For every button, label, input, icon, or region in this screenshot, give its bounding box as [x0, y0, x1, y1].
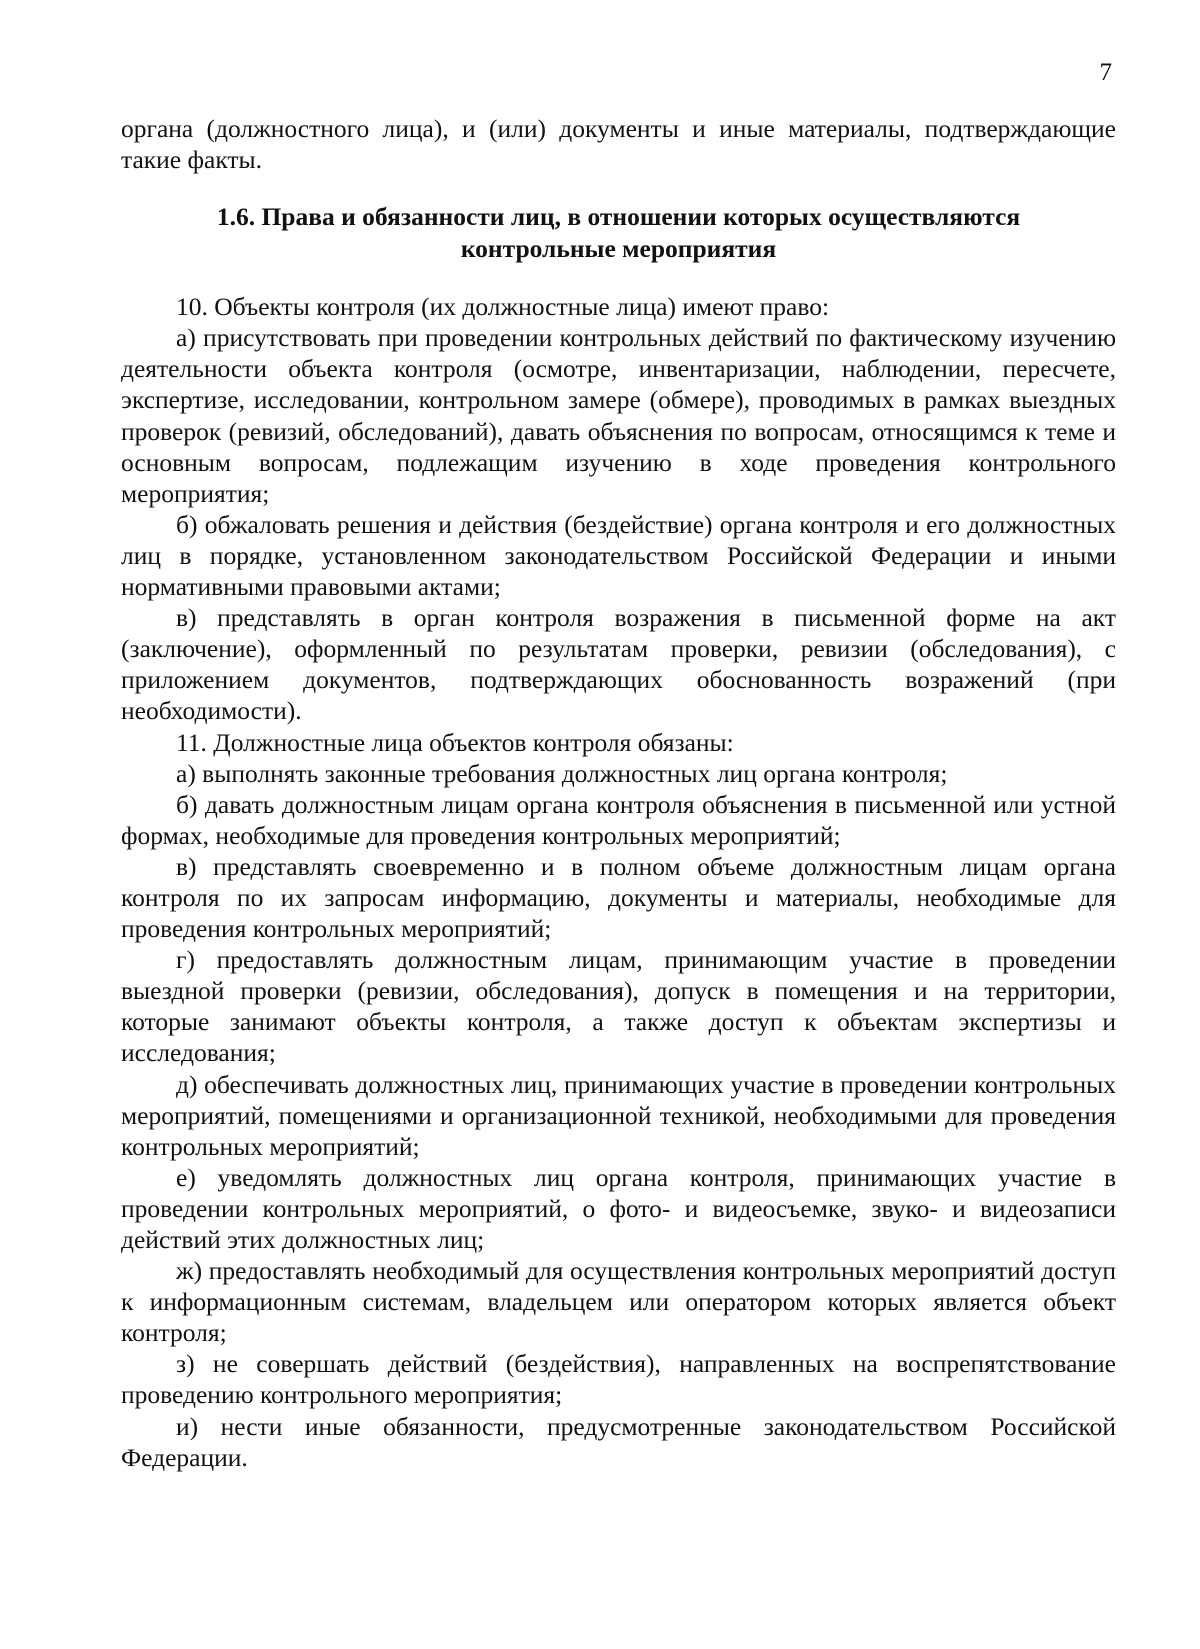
section-heading	[121, 201, 1116, 265]
paragraph-11-g: г) предоставлять должностным лицам, принимающим участие в проведении выездной проверки (ревизии, обследования), допуск в помещения и на территории, которые занимают объекты контроля, а также доступ к объектам экспертизы и исследования;	[121, 945, 1116, 1068]
paragraph-11-a: а) выполнять законные требования должностных лиц органа контроля;	[176, 758, 948, 788]
paragraph-11-b: б) давать должностным лицам органа контроля объяснения в письменной или устной формах, необходимые для проведения контрольных мероприятий;	[121, 789, 1116, 850]
paragraph-11-zh: ж) предоставлять необходимый для осуществления контрольных мероприятий доступ к информационным системам, владельцем или оператором которых является объект контроля;	[121, 1256, 1116, 1348]
paragraph-10-a: а) присутствовать при проведении контрольных действий по фактическому изучению деятельности объекта контроля (осмотре, инвентаризации, наблюдении, пересчете, экспертизе, исследовании, контрольном замере (обмере), проводимых в рамках выездных проверок (ревизий, обследований), давать объяснения по вопросам, относящимся к теме и основным вопросам, подлежащим изучению в ходе проведения контрольного мероприятия;	[121, 323, 1116, 508]
section-heading-line-1: 1.6. Права и обязанности лиц, в отношении которых осуществляются	[216, 202, 1021, 232]
paragraph-11-heading: 11. Должностные лица объектов контроля обязаны:	[176, 727, 734, 757]
paragraph-11-v: в) представлять своевременно и в полном объеме должностным лицам органа контроля по их запросам информацию, документы и материалы, необходимые для проведения контрольных мероприятий;	[121, 851, 1116, 944]
document-body	[121, 113, 1116, 1473]
paragraph-11-i: и) нести иные обязанности, предусмотренные законодательством Российской Федерации.	[121, 1411, 1116, 1472]
section-heading-line-2: контрольные мероприятия	[460, 234, 777, 264]
paragraph-10-v: в) представлять в орган контроля возражения в письменной форме на акт (заключение), оформленный по результатам проверки, ревизии (обследования), с приложением документов, подтверждающих обоснованность возражений (при необходимости).	[121, 603, 1116, 726]
paragraph-11-z: з) не совершать действий (бездействия), направленных на воспрепятствование проведению контрольного мероприятия;	[121, 1349, 1116, 1410]
intro-paragraph: органа (должностного лица), и (или) документы и иные материалы, подтверждающие такие факты.	[121, 114, 1116, 175]
paragraph-10-b: б) обжаловать решения и действия (бездействие) органа контроля и его должностных лиц в порядке, установленном законодательством Российской Федерации и иными нормативными правовыми актами;	[121, 509, 1116, 602]
page-number: 7	[1099, 59, 1112, 86]
paragraph-11-d: д) обеспечивать должностных лиц, принимающих участие в проведении контрольных мероприятий, помещениями и организационной техникой, необходимыми для проведения контрольных мероприятий;	[121, 1069, 1116, 1161]
paragraph-10-heading: 10. Объекты контроля (их должностные лица) имеют право:	[176, 292, 830, 322]
paragraph-11-e: е) уведомлять должностных лиц органа контроля, принимающих участие в проведении контрольных мероприятий, о фото- и видеосъемке, звуко- и видеозаписи действий этих должностных лиц;	[121, 1162, 1116, 1254]
